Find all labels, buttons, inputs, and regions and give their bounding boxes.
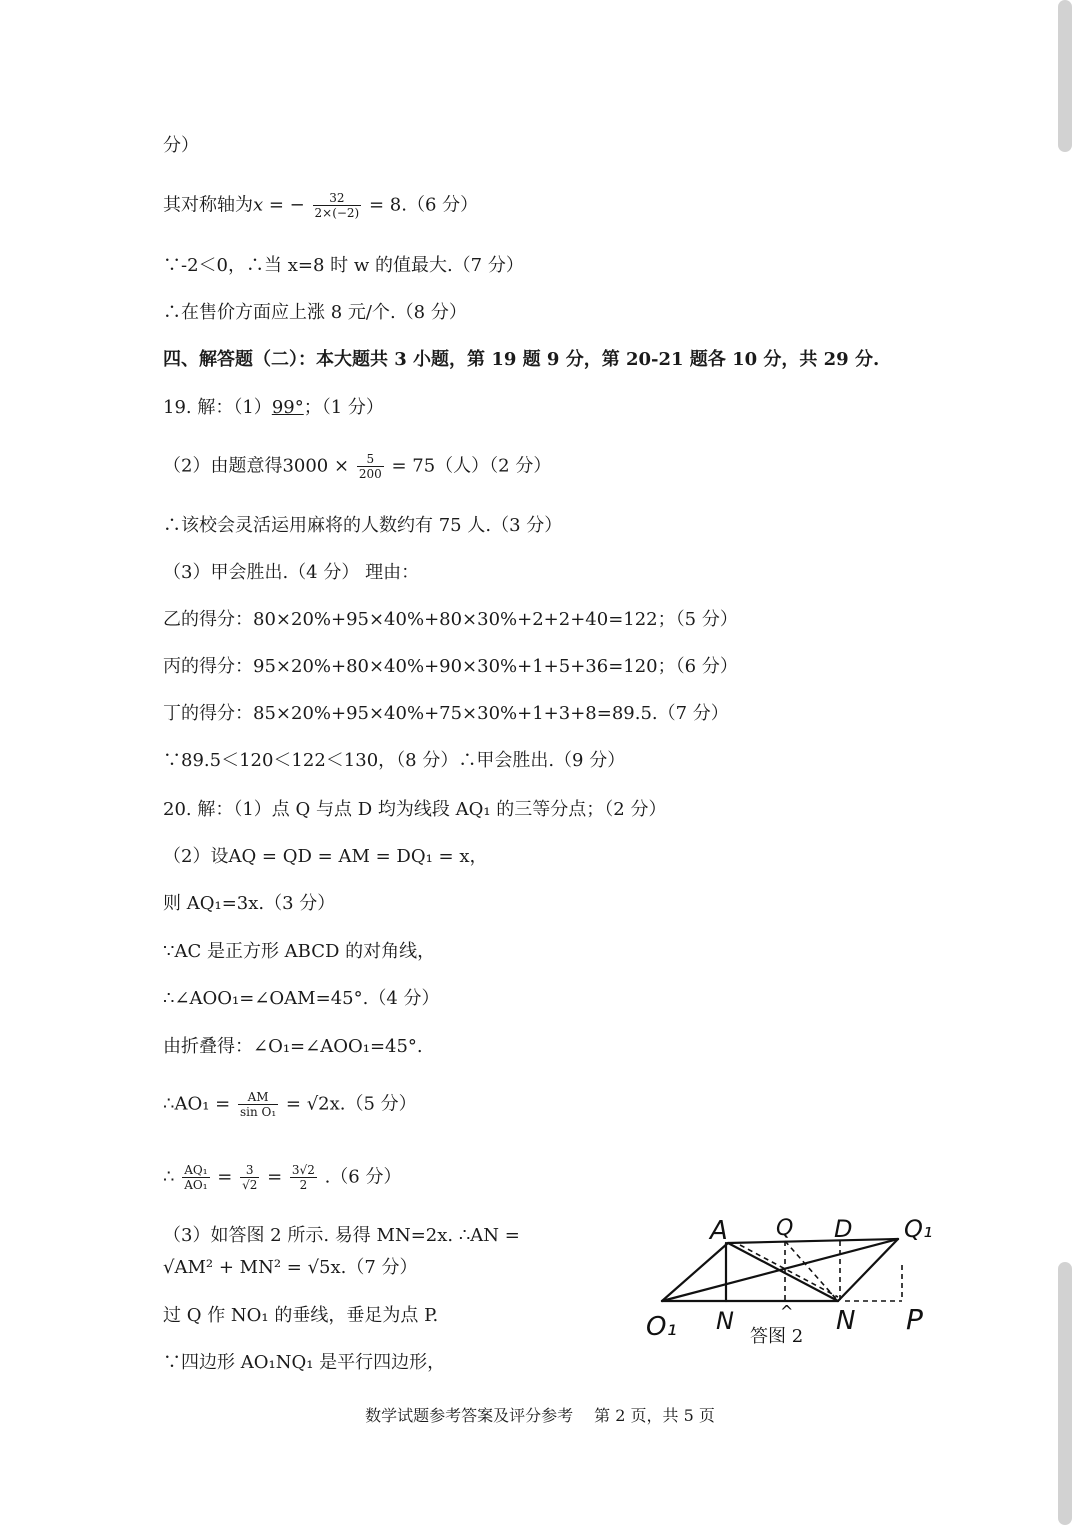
text-line: 乙的得分：80×20%+95×40%+80×30%+2+2+40=122；（5 分） xyxy=(163,609,738,630)
text-line: 则 AQ₁=3x.（3 分） xyxy=(163,893,336,914)
text-line: （3）如答图 2 所示. 易得 MN=2x. ∴AN = xyxy=(163,1225,520,1246)
edge-N-Q1 xyxy=(838,1239,898,1301)
label-Q: Q xyxy=(776,1216,794,1241)
text-line: ∵89.5＜120＜122＜130，（8 分）∴甲会胜出.（9 分） xyxy=(163,750,626,771)
figure-caption: 答图 2 xyxy=(750,1326,804,1347)
text-line: ∵-2＜0，∴当 x=8 时 w 的值最大.（7 分） xyxy=(163,255,524,276)
text-line: ∴在售价方面应上涨 8 元/个.（8 分） xyxy=(163,302,467,323)
fraction: $\frac{3}{√2}$ xyxy=(242,1163,258,1192)
edge-A-N xyxy=(728,1243,838,1301)
text-line-fraction: ∴AO₁ = $\frac{AM}{\text{sin O₁}}$ = √2x.（5 分） xyxy=(163,1090,417,1119)
fraction: $\frac{3√2}{2}$ xyxy=(291,1163,315,1192)
page-footer: 数学试题参考答案及评分参考 第 2 页，共 5 页 xyxy=(365,1406,715,1425)
text-line: （3）甲会胜出.（4 分） 理由： xyxy=(163,562,420,583)
text-line-axis: 其对称轴为x = − $\frac{32}{2\times(-2)}$ = 8.（6 分） xyxy=(163,191,479,220)
label-N1: N xyxy=(716,1307,734,1335)
text-line-fraction: （2）由题意得3000 × $\frac{5}{200}$ = 75（人）（2 分） xyxy=(163,452,552,481)
text-line: ∴该校会灵活运用麻将的人数约有 75 人.（3 分） xyxy=(163,515,563,536)
label-A: A xyxy=(710,1216,728,1246)
text-line: ∴∠AOO₁=∠OAM=45°.（4 分） xyxy=(163,988,440,1009)
dash-A-N xyxy=(740,1245,838,1297)
text-line: 丁的得分：85×20%+95×40%+75×30%+1+3+8=89.5.（7 分） xyxy=(163,703,729,724)
text-line: √AM² + MN² = √5x.（7 分） xyxy=(163,1257,418,1278)
fraction: $\frac{5}{200}$ xyxy=(358,452,382,481)
text-line: （2）设AQ = QD = AM = DQ₁ = x， xyxy=(163,846,488,867)
text-line: 20. 解：（1）点 Q 与点 D 均为线段 AQ₁ 的三等分点；（2 分） xyxy=(163,799,667,820)
text-line: 由折叠得：∠O₁=∠AOO₁=45°. xyxy=(163,1036,423,1057)
label-N2: N xyxy=(836,1306,856,1336)
text-line: 丙的得分：95×20%+80×40%+90×30%+1+5+36=120；（6 分） xyxy=(163,656,738,677)
text-line-fraction: ∴ $\frac{\text{AQ₁}}{\text{AO₁}}$ = $\frac{3}{√2}$ = $\frac{3√2}{2}$ .（6 分） xyxy=(163,1163,402,1192)
text-line: ∵四边形 AO₁NQ₁ 是平行四边形， xyxy=(163,1352,446,1373)
fraction: $\frac{\text{AQ₁}}{\text{AO₁}}$ xyxy=(184,1163,208,1192)
label-D: D xyxy=(834,1215,853,1243)
label-Q1: Q₁ xyxy=(904,1215,933,1243)
scrollbar-thumb-bottom[interactable] xyxy=(1058,1262,1072,1525)
text-line: 过 Q 作 NO₁ 的垂线，垂足为点 P. xyxy=(163,1305,439,1326)
text-line: 19. 解：（1）99°；（1 分） xyxy=(163,397,384,418)
edge-A-Q1 xyxy=(728,1239,898,1243)
scrollbar-thumb-top[interactable] xyxy=(1058,0,1072,152)
fraction: $\frac{AM}{\text{sin O₁}}$ xyxy=(239,1090,277,1119)
text-line: 分） xyxy=(163,135,199,156)
label-O1: O₁ xyxy=(646,1312,677,1342)
text-line: ∵AC 是正方形 ABCD 的对角线， xyxy=(163,941,436,962)
label-mid: ^ xyxy=(780,1302,794,1321)
label-P: P xyxy=(906,1303,923,1336)
section-heading: 四、解答题（二）：本大题共 3 小题，第 19 题 9 分，第 20-21 题各 10 分，共 29 分. xyxy=(163,349,880,370)
geometry-figure xyxy=(640,1205,940,1365)
fraction: $\frac{32}{2\times(-2)}$ xyxy=(314,191,360,220)
